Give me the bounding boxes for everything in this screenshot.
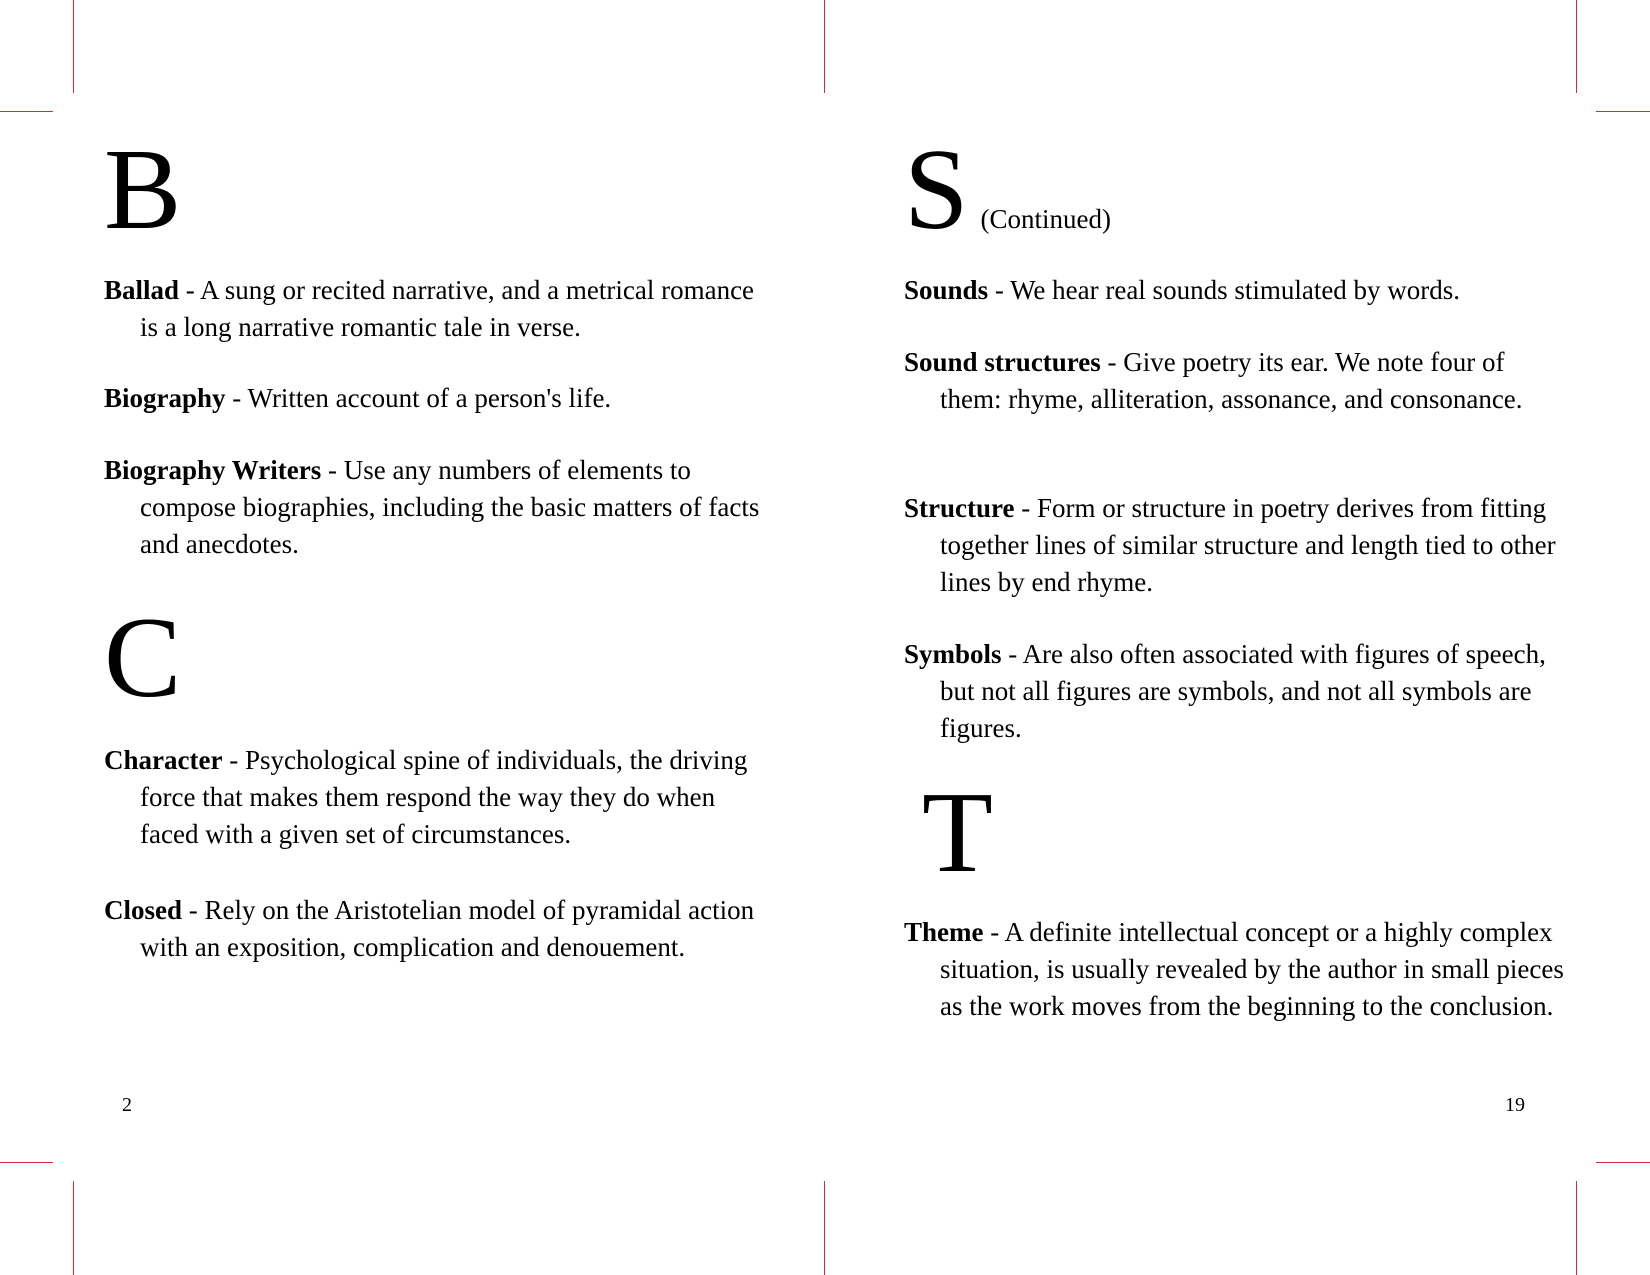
entry-list	[904, 344, 1564, 418]
entry-definition: - Rely on the Aristotelian model of pyramidal action with an exposition, complication and denouement.	[140, 895, 755, 962]
crop-mark	[0, 111, 53, 112]
entry-definition: - We hear real sounds stimulated by words.	[988, 275, 1461, 305]
crop-mark	[0, 1162, 53, 1163]
glossary-entry	[904, 272, 1564, 309]
crop-mark	[824, 1181, 825, 1275]
entry-definition: - Form or structure in poetry derives from fitting together lines of similar structure and length tied to other lines by end rhyme.	[940, 493, 1556, 597]
glossary-entry	[104, 452, 764, 563]
section-heading: T	[922, 769, 993, 897]
entry-term: Closed	[104, 895, 183, 925]
entry-definition: - Use any numbers of elements to compose biographies, including the basic matters of facts and anecdotes.	[140, 455, 760, 559]
section-letter-t	[922, 769, 993, 897]
entry-definition: - Are also often associated with figures of speech, but not all figures are symbols, and not all symbols are figures.	[940, 639, 1546, 743]
entry-definition: - Give poetry its ear. We note four of them: rhyme, alliteration, assonance, and consonance.	[940, 347, 1523, 414]
entry-list	[104, 892, 764, 966]
crop-mark	[824, 0, 825, 93]
entry-definition: - A sung or recited narrative, and a metrical romance is a long narrative romantic tale in verse.	[140, 275, 755, 342]
continued-label: (Continued)	[980, 204, 1111, 234]
section-heading: C	[104, 594, 182, 722]
section-heading: S	[904, 126, 969, 254]
entry-term: Structure	[904, 493, 1015, 523]
entry-term: Sounds	[904, 275, 989, 305]
section-letter-s	[904, 126, 1111, 254]
glossary-entry	[104, 742, 764, 853]
entry-list	[104, 452, 764, 563]
glossary-entry	[904, 636, 1564, 747]
section-letter-b	[104, 126, 182, 254]
entry-definition: - A definite intellectual concept or a highly complex situation, is usually revealed by the author in small pieces as the work moves from the beginning to the conclusion.	[940, 917, 1564, 1021]
entry-list	[904, 272, 1564, 309]
section-heading: B	[104, 126, 182, 254]
entry-list	[904, 636, 1564, 747]
crop-mark	[1576, 1181, 1577, 1275]
glossary-entry	[904, 344, 1564, 418]
entry-term: Biography	[104, 383, 226, 413]
crop-mark	[1576, 0, 1577, 93]
entry-list	[904, 490, 1564, 601]
entry-term: Ballad	[104, 275, 180, 305]
glossary-entry	[904, 914, 1564, 1025]
crop-mark	[73, 0, 74, 93]
entry-definition: - Written account of a person's life.	[225, 383, 612, 413]
crop-mark	[1596, 1162, 1650, 1163]
glossary-entry	[104, 272, 764, 346]
entry-term: Biography Writers	[104, 455, 322, 485]
page-number: 19	[1505, 1094, 1525, 1116]
glossary-entry	[104, 380, 764, 417]
entry-list	[904, 914, 1564, 1025]
section-letter-c	[104, 594, 182, 722]
entry-term: Character	[104, 745, 223, 775]
glossary-entry	[904, 490, 1564, 601]
entry-list	[104, 272, 764, 346]
crop-mark	[73, 1181, 74, 1275]
page-number: 2	[122, 1094, 132, 1116]
entry-definition: - Psychological spine of individuals, the driving force that makes them respond the way they do when faced with a given set of circumstances.	[140, 745, 748, 849]
crop-mark	[1596, 111, 1650, 112]
entry-list	[104, 380, 764, 417]
entry-term: Sound structures	[904, 347, 1101, 377]
entry-list	[104, 742, 764, 853]
entry-term: Theme	[904, 917, 984, 947]
entry-term: Symbols	[904, 639, 1002, 669]
glossary-entry	[104, 892, 764, 966]
